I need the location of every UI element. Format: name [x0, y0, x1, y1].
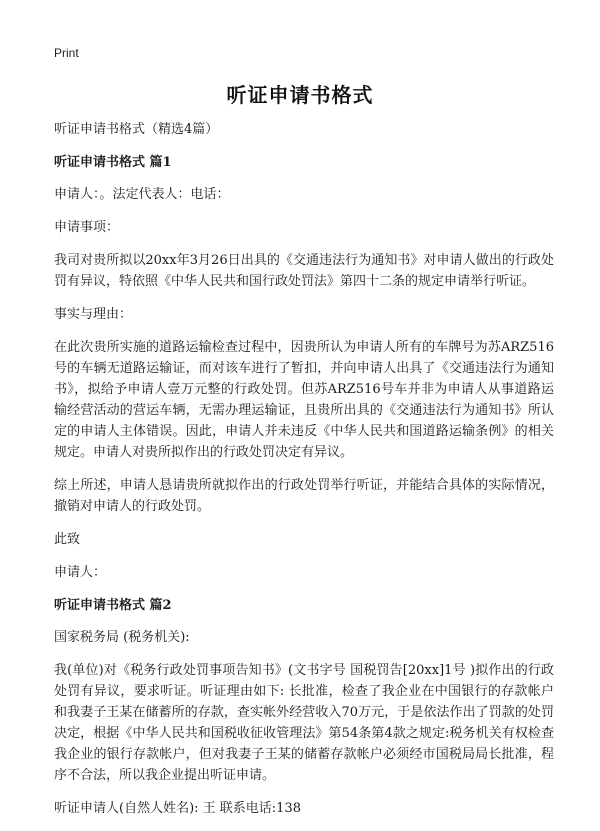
facts-reasons-label: 事实与理由： — [54, 307, 133, 322]
tax-objection-paragraph: 我(单位)对《税务行政处罚事项告知书》(文书字号 国税罚告[20xx]1号 )拟作出的行政处罚有异议，要求听证。听证理由如下: 长批准，检查了我企业在中国银行的存款帐户和我妻子王某在储蓄所的存款，查实帐外经营收入70万元，于是依法作出了罚款的处罚决定，根据《中华人民共和国税收征收管理法》第54条第4款之规定:税务机关有权检查我企业的银行存款帐户，但对我妻子王某的储蓄存款帐户必须经市国税局局长批准，程序不合法，所以我企业提出听证申请。 — [54, 663, 555, 783]
conclusion-paragraph: 综上所述，申请人恳请贵所就拟作出的行政处罚举行听证，并能结合具体的实际情况，撤销对申请人的行政处罚。 — [54, 478, 554, 514]
facts-paragraph: 在此次贵所实施的道路运输检查过程中，因贵所认为申请人所有的车牌号为苏ARZ516号的车辆无道路运输证，而对该车进行了暂扣，并向申请人出具了《交通违法行为通知书》，拟给予申请人壹万元整的行政处罚。但苏ARZ516号车并非为申请人从事道路运输经营活动的营运车辆，无需办理运输证，且贵所出具的《交通违法行为通知书》所认定的申请人主体错误。因此，申请人并未违反《中华人民共和国道路运输条例》的相关规定。申请人对贵所拟作出的行政处罚决定有异议。 — [54, 340, 554, 460]
salutation-line: 此致 — [54, 532, 81, 547]
applicant-signature-line: 申请人： — [54, 565, 107, 580]
request-paragraph: 我司对贵所拟以20xx年3月26日出具的《交通违法行为通知书》对申请人做出的行政处罚有异议，特依照《中华人民共和国行政处罚法》第四十二条的规定申请举行听证。 — [54, 253, 554, 289]
applicant-info-line: 申请人：。法定代表人：电话： — [54, 187, 230, 202]
request-items-label: 申请事项： — [54, 220, 120, 235]
document-body — [54, 119, 554, 831]
page-title: 听证申请书格式 — [226, 83, 374, 107]
hearing-applicant-contact: 听证申请人(自然人姓名): 王 联系电话:138 — [54, 801, 301, 816]
document-subtitle: 听证申请书格式（精选4篇） — [54, 122, 219, 137]
print-link[interactable]: Print — [54, 46, 79, 60]
section-heading-2: 听证申请书格式 篇2 — [54, 598, 172, 613]
section-heading-1: 听证申请书格式 篇1 — [54, 155, 172, 170]
tax-bureau-addressee: 国家税务局 (税务机关): — [54, 630, 190, 645]
